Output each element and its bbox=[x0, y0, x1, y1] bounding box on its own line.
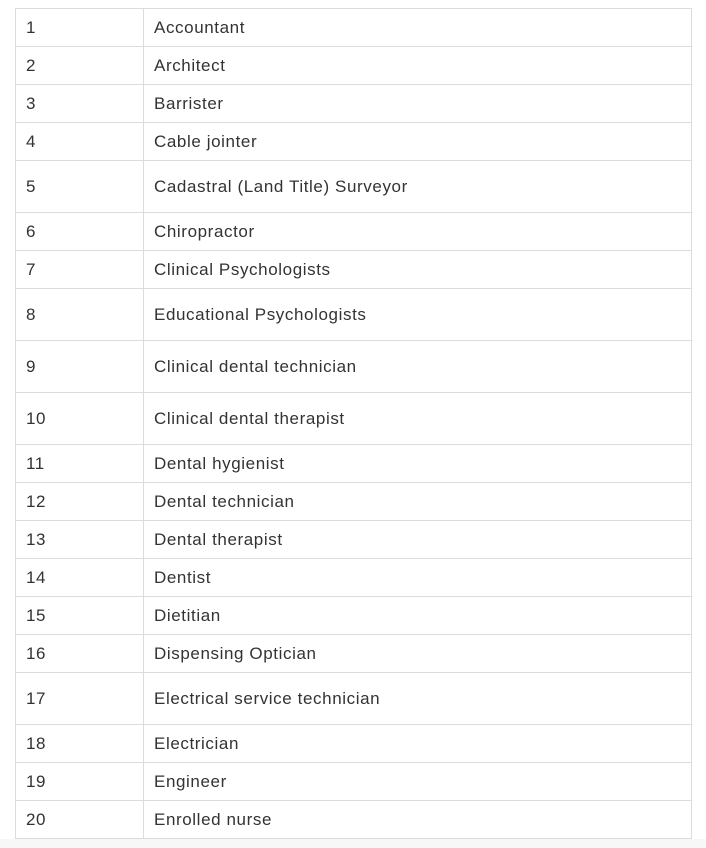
row-number: 1 bbox=[16, 9, 144, 47]
row-number: 19 bbox=[16, 763, 144, 801]
occupations-table-body bbox=[16, 9, 692, 839]
table-row bbox=[16, 393, 692, 445]
row-number: 9 bbox=[16, 341, 144, 393]
occupation-name: Clinical dental technician bbox=[144, 341, 692, 393]
row-number: 5 bbox=[16, 161, 144, 213]
table-row bbox=[16, 47, 692, 85]
row-number: 14 bbox=[16, 559, 144, 597]
row-number: 13 bbox=[16, 521, 144, 559]
row-number: 16 bbox=[16, 635, 144, 673]
table-row bbox=[16, 341, 692, 393]
occupation-name: Dental hygienist bbox=[144, 445, 692, 483]
table-row bbox=[16, 251, 692, 289]
table-row bbox=[16, 521, 692, 559]
occupation-name: Engineer bbox=[144, 763, 692, 801]
table-row bbox=[16, 559, 692, 597]
row-number: 18 bbox=[16, 725, 144, 763]
row-number: 10 bbox=[16, 393, 144, 445]
table-row bbox=[16, 763, 692, 801]
table-row bbox=[16, 123, 692, 161]
occupation-name: Electrical service technician bbox=[144, 673, 692, 725]
occupation-name: Accountant bbox=[144, 9, 692, 47]
occupation-name: Barrister bbox=[144, 85, 692, 123]
occupation-name: Dentist bbox=[144, 559, 692, 597]
row-number: 3 bbox=[16, 85, 144, 123]
row-number: 7 bbox=[16, 251, 144, 289]
table-row bbox=[16, 85, 692, 123]
table-row bbox=[16, 635, 692, 673]
row-number: 4 bbox=[16, 123, 144, 161]
occupation-name: Dental technician bbox=[144, 483, 692, 521]
table-row bbox=[16, 673, 692, 725]
occupation-name: Clinical dental therapist bbox=[144, 393, 692, 445]
occupation-name: Cadastral (Land Title) Surveyor bbox=[144, 161, 692, 213]
row-number: 17 bbox=[16, 673, 144, 725]
occupation-name: Electrician bbox=[144, 725, 692, 763]
table-row bbox=[16, 161, 692, 213]
occupation-name: Dietitian bbox=[144, 597, 692, 635]
row-number: 6 bbox=[16, 213, 144, 251]
table-row bbox=[16, 445, 692, 483]
occupation-name: Dispensing Optician bbox=[144, 635, 692, 673]
row-number: 20 bbox=[16, 801, 144, 839]
occupation-name: Clinical Psychologists bbox=[144, 251, 692, 289]
occupation-name: Chiropractor bbox=[144, 213, 692, 251]
occupation-name: Enrolled nurse bbox=[144, 801, 692, 839]
row-number: 12 bbox=[16, 483, 144, 521]
row-number: 15 bbox=[16, 597, 144, 635]
table-row bbox=[16, 9, 692, 47]
table-row bbox=[16, 213, 692, 251]
table-row bbox=[16, 597, 692, 635]
row-number: 2 bbox=[16, 47, 144, 85]
occupation-name: Cable jointer bbox=[144, 123, 692, 161]
table-row bbox=[16, 483, 692, 521]
occupation-name: Architect bbox=[144, 47, 692, 85]
row-number: 11 bbox=[16, 445, 144, 483]
occupation-name: Dental therapist bbox=[144, 521, 692, 559]
table-row bbox=[16, 801, 692, 839]
table-row bbox=[16, 289, 692, 341]
occupations-table bbox=[15, 8, 692, 839]
occupation-name: Educational Psychologists bbox=[144, 289, 692, 341]
table-row bbox=[16, 725, 692, 763]
bottom-strip bbox=[0, 839, 706, 848]
row-number: 8 bbox=[16, 289, 144, 341]
